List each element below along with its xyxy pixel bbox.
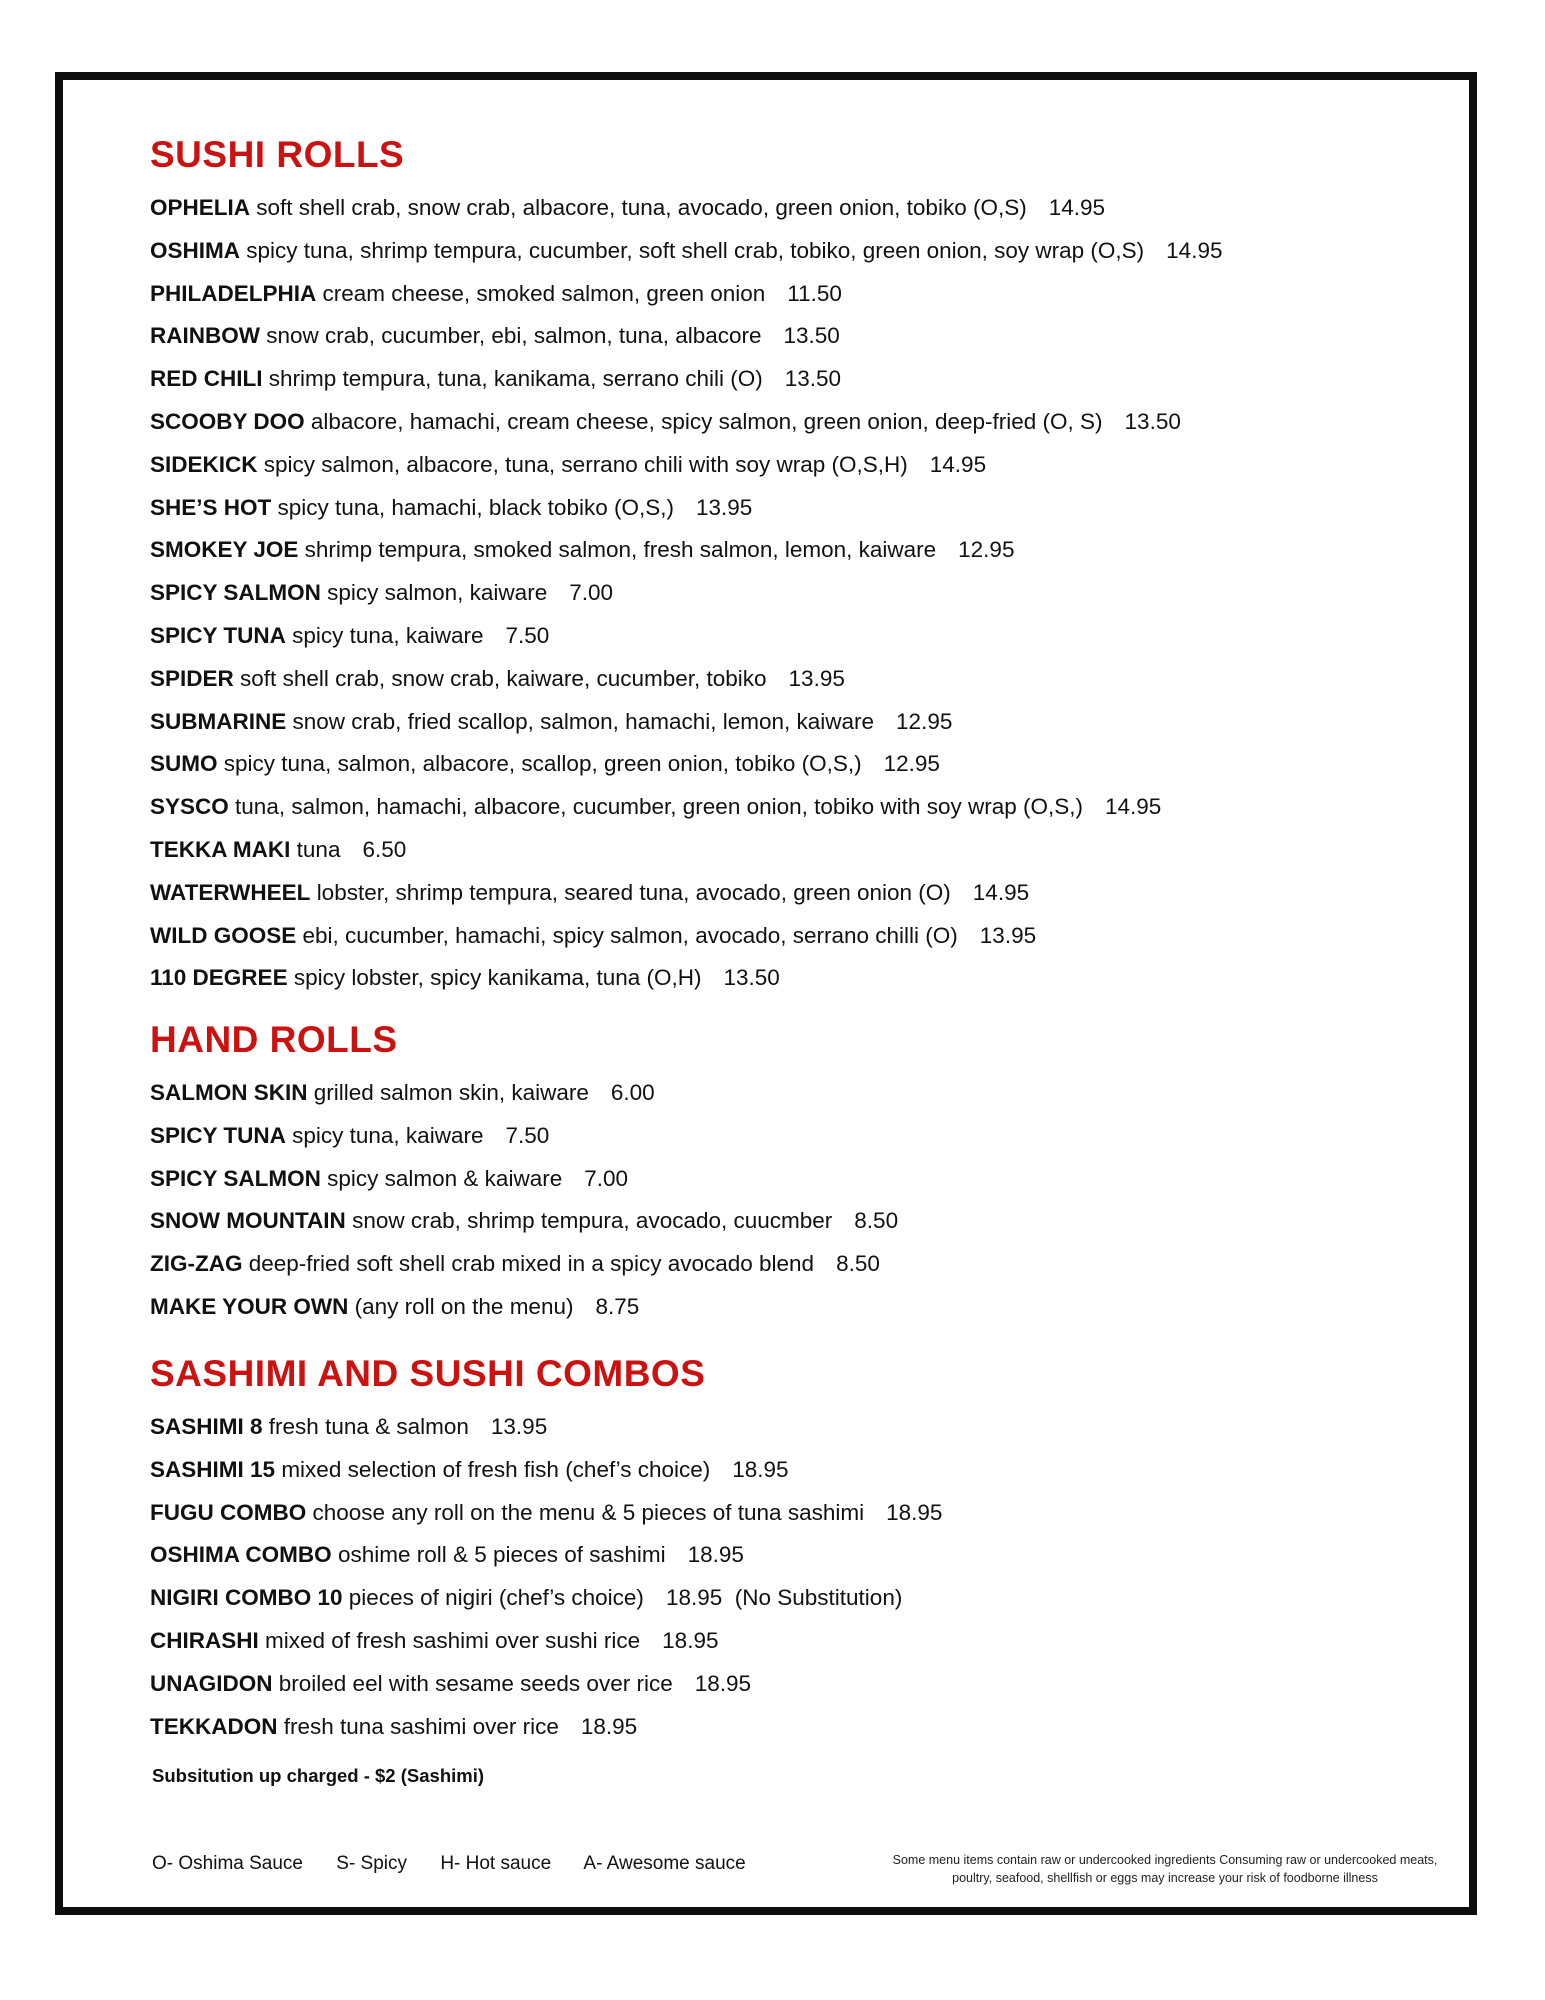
item-price: 12.95 — [958, 537, 1015, 563]
item-description: lobster, shrimp tempura, seared tuna, avocado, green onion (O) — [316, 879, 951, 905]
item-description: spicy salmon & kaiware — [327, 1165, 563, 1191]
item-description: choose any roll on the menu & 5 pieces of tuna sashimi — [312, 1499, 865, 1525]
item-description: albacore, hamachi, cream cheese, spicy salmon, green onion, deep-fried (O, S) — [310, 408, 1103, 434]
item-name: SUBMARINE — [150, 708, 287, 734]
menu-item — [150, 872, 1300, 915]
legend-item: S- Spicy — [336, 1853, 408, 1874]
item-price: 18.95 — [694, 1670, 752, 1696]
item-description: pieces of nigiri (chef’s choice) — [348, 1585, 644, 1611]
item-list — [150, 1406, 1300, 1748]
item-description: fresh tuna & salmon — [268, 1414, 469, 1439]
menu-item — [150, 487, 1300, 530]
item-price: 14.95 — [972, 879, 1030, 905]
item-price: 8.75 — [595, 1293, 640, 1319]
menu-item — [150, 743, 1300, 786]
menu-item — [150, 1534, 1300, 1577]
item-name: SIDEKICK — [150, 451, 258, 477]
item-description: oshime roll & 5 pieces of sashimi — [337, 1542, 666, 1568]
menu-item — [150, 658, 1300, 701]
item-name: MAKE YOUR OWN — [150, 1293, 349, 1319]
item-description: spicy tuna, salmon, albacore, scallop, green onion, tobiko (O,S,) — [223, 751, 862, 777]
item-name: UNAGIDON — [150, 1670, 273, 1696]
item-price: 13.95 — [788, 665, 845, 691]
item-price: 12.95 — [883, 751, 940, 777]
menu-item — [150, 1620, 1300, 1663]
item-description: snow crab, fried scallop, salmon, hamachi, lemon, kaiware — [292, 708, 875, 734]
item-description: soft shell crab, snow crab, albacore, tuna, avocado, green onion, tobiko (O,S) — [256, 195, 1027, 220]
item-description: soft shell crab, snow crab, kaiware, cucumber, tobiko — [240, 665, 767, 691]
item-name: SASHIMI 15 — [150, 1456, 276, 1482]
item-name: TEKKA MAKI — [150, 836, 291, 862]
item-description: spicy tuna, kaiware — [292, 622, 484, 648]
item-price: 13.50 — [783, 323, 840, 349]
disclaimer-line: Some menu items contain raw or undercooked ingredients Consuming raw or undercooked meats, — [892, 1853, 1438, 1867]
item-name: OPHELIA — [150, 195, 251, 220]
menu-item — [150, 1286, 1300, 1329]
section-title: SUSHI ROLLS — [150, 134, 405, 175]
item-price: 11.50 — [787, 280, 842, 306]
item-name: SUMO — [150, 751, 218, 777]
menu-item — [150, 1115, 1300, 1158]
item-description: snow crab, shrimp tempura, avocado, cuucmber — [352, 1208, 833, 1234]
item-price: 14.95 — [929, 451, 987, 477]
menu-item — [150, 1200, 1300, 1243]
item-name: SPICY TUNA — [150, 1122, 286, 1148]
item-price: 8.50 — [854, 1208, 899, 1234]
menu-item — [150, 1406, 1300, 1449]
item-price: 8.50 — [836, 1251, 880, 1277]
menu-item — [150, 1158, 1300, 1201]
item-price: 13.95 — [490, 1414, 548, 1439]
item-price: 18.95 — [687, 1542, 744, 1568]
item-description: spicy tuna, kaiware — [292, 1122, 484, 1148]
item-description: spicy salmon, kaiware — [327, 580, 548, 606]
item-name: OSHIMA COMBO — [150, 1542, 332, 1568]
menu-item — [150, 401, 1300, 444]
item-name: SMOKEY JOE — [150, 537, 299, 563]
item-description: tuna — [296, 836, 341, 862]
menu-item — [150, 1663, 1300, 1706]
item-description: fresh tuna sashimi over rice — [283, 1713, 559, 1739]
menu-item — [150, 273, 1300, 316]
item-name: SCOOBY DOO — [150, 408, 305, 434]
section-title: SASHIMI AND SUSHI COMBOS — [150, 1353, 706, 1394]
item-name: OSHIMA — [150, 237, 240, 263]
section-title: HAND ROLLS — [150, 1019, 398, 1060]
menu-item — [150, 315, 1300, 358]
menu-item — [150, 615, 1300, 658]
item-price: 18.95 — [662, 1627, 719, 1653]
item-description: ebi, cucumber, hamachi, spicy salmon, avocado, serrano chilli (O) — [302, 922, 958, 948]
item-price: 13.95 — [979, 922, 1037, 948]
menu-item — [150, 701, 1300, 744]
item-price: 13.50 — [723, 965, 780, 991]
item-name: RAINBOW — [150, 323, 260, 349]
item-price: 12.95 — [896, 708, 953, 734]
item-description: cream cheese, smoked salmon, green onion — [322, 280, 766, 306]
menu-item — [150, 529, 1300, 572]
item-name: SPICY TUNA — [150, 622, 286, 648]
section-sushi-rolls — [150, 136, 1300, 1000]
item-description: snow crab, cucumber, ebi, salmon, tuna, albacore — [266, 323, 762, 349]
menu-item — [150, 957, 1300, 1000]
item-name: SALMON SKIN — [150, 1080, 308, 1105]
item-name: SPICY SALMON — [150, 580, 321, 606]
item-price: 14.95 — [1104, 794, 1162, 820]
item-price: 18.95 — [886, 1499, 943, 1525]
item-name: SPIDER — [150, 665, 234, 691]
item-price: 7.00 — [569, 580, 613, 606]
item-name: WILD GOOSE — [150, 922, 297, 948]
item-price: 7.50 — [505, 1122, 550, 1148]
menu-item — [150, 230, 1300, 273]
item-description: mixed of fresh sashimi over sushi rice — [265, 1627, 641, 1653]
legend-item: H- Hot sauce — [440, 1853, 552, 1874]
item-price: 18.95 — [732, 1456, 789, 1482]
item-description: deep-fried soft shell crab mixed in a spicy avocado blend — [248, 1251, 815, 1277]
item-description: tuna, salmon, hamachi, albacore, cucumber, green onion, tobiko with soy wrap (O,S,) — [235, 794, 1083, 820]
item-name: FUGU COMBO — [150, 1499, 307, 1525]
item-price: 13.50 — [784, 366, 842, 392]
item-name: TEKKADON — [150, 1713, 278, 1739]
item-description: shrimp tempura, smoked salmon, fresh salmon, lemon, kaiware — [304, 537, 937, 563]
food-safety-disclaimer — [860, 1851, 1470, 1887]
item-price: 6.00 — [610, 1080, 655, 1105]
menu-item — [150, 1492, 1300, 1535]
item-price: 18.95 (No Substitution) — [665, 1585, 903, 1611]
item-list — [150, 187, 1300, 1000]
sauce-legend — [152, 1853, 774, 1875]
menu-item — [150, 1243, 1300, 1286]
menu-item — [150, 187, 1300, 230]
item-description: mixed selection of fresh fish (chef’s choice) — [281, 1456, 711, 1482]
menu-item — [150, 1577, 1300, 1620]
item-description: (any roll on the menu) — [354, 1293, 574, 1319]
disclaimer-line: poultry, seafood, shellfish or eggs may increase your risk of foodborne illness — [952, 1871, 1378, 1885]
item-name: SNOW MOUNTAIN — [150, 1208, 346, 1234]
item-price: 13.50 — [1124, 408, 1181, 434]
item-name: CHIRASHI — [150, 1627, 259, 1653]
item-list — [150, 1072, 1300, 1329]
menu-item — [150, 572, 1300, 615]
item-name: SHE’S HOT — [150, 494, 272, 520]
item-price: 18.95 — [580, 1713, 638, 1739]
menu-item — [150, 915, 1300, 958]
item-description: broiled eel with sesame seeds over rice — [278, 1670, 673, 1696]
menu-item — [150, 1449, 1300, 1492]
item-description: spicy tuna, hamachi, black tobiko (O,S,) — [277, 494, 674, 520]
section-sashimi-combos — [150, 1355, 1300, 1748]
legend-item: A- Awesome sauce — [583, 1853, 746, 1874]
item-name: WATERWHEEL — [150, 879, 311, 905]
menu-item — [150, 1706, 1300, 1749]
item-description: spicy tuna, shrimp tempura, cucumber, soft shell crab, tobiko, green onion, soy wrap (O,S) — [246, 237, 1145, 263]
item-price: 14.95 — [1048, 195, 1106, 220]
menu-item — [150, 786, 1300, 829]
legend-item: O- Oshima Sauce — [152, 1853, 303, 1874]
item-name: PHILADELPHIA — [150, 280, 317, 306]
menu-item — [150, 829, 1300, 872]
item-name: SASHIMI 8 — [150, 1414, 263, 1439]
item-name: SPICY SALMON — [150, 1165, 321, 1191]
item-price: 14.95 — [1166, 237, 1223, 263]
item-description: spicy salmon, albacore, tuna, serrano chili with soy wrap (O,S,H) — [263, 451, 908, 477]
item-name: NIGIRI COMBO 10 — [150, 1585, 343, 1611]
menu-item — [150, 1072, 1300, 1115]
substitution-note: Subsitution up charged - $2 (Sashimi) — [152, 1765, 485, 1786]
menu-item — [150, 444, 1300, 487]
menu-item — [150, 358, 1300, 401]
item-description: grilled salmon skin, kaiware — [313, 1080, 589, 1105]
item-price: 7.50 — [505, 622, 550, 648]
item-description: spicy lobster, spicy kanikama, tuna (O,H) — [293, 965, 702, 991]
item-description: shrimp tempura, tuna, kanikama, serrano chili (O) — [268, 366, 763, 392]
item-name: ZIG-ZAG — [150, 1251, 243, 1277]
item-name: SYSCO — [150, 794, 229, 820]
item-name: RED CHILI — [150, 366, 263, 392]
item-price: 6.50 — [362, 836, 407, 862]
item-price: 7.00 — [584, 1165, 629, 1191]
item-price: 13.95 — [695, 494, 753, 520]
item-name: 110 DEGREE — [150, 965, 288, 991]
section-hand-rolls — [150, 1021, 1300, 1329]
